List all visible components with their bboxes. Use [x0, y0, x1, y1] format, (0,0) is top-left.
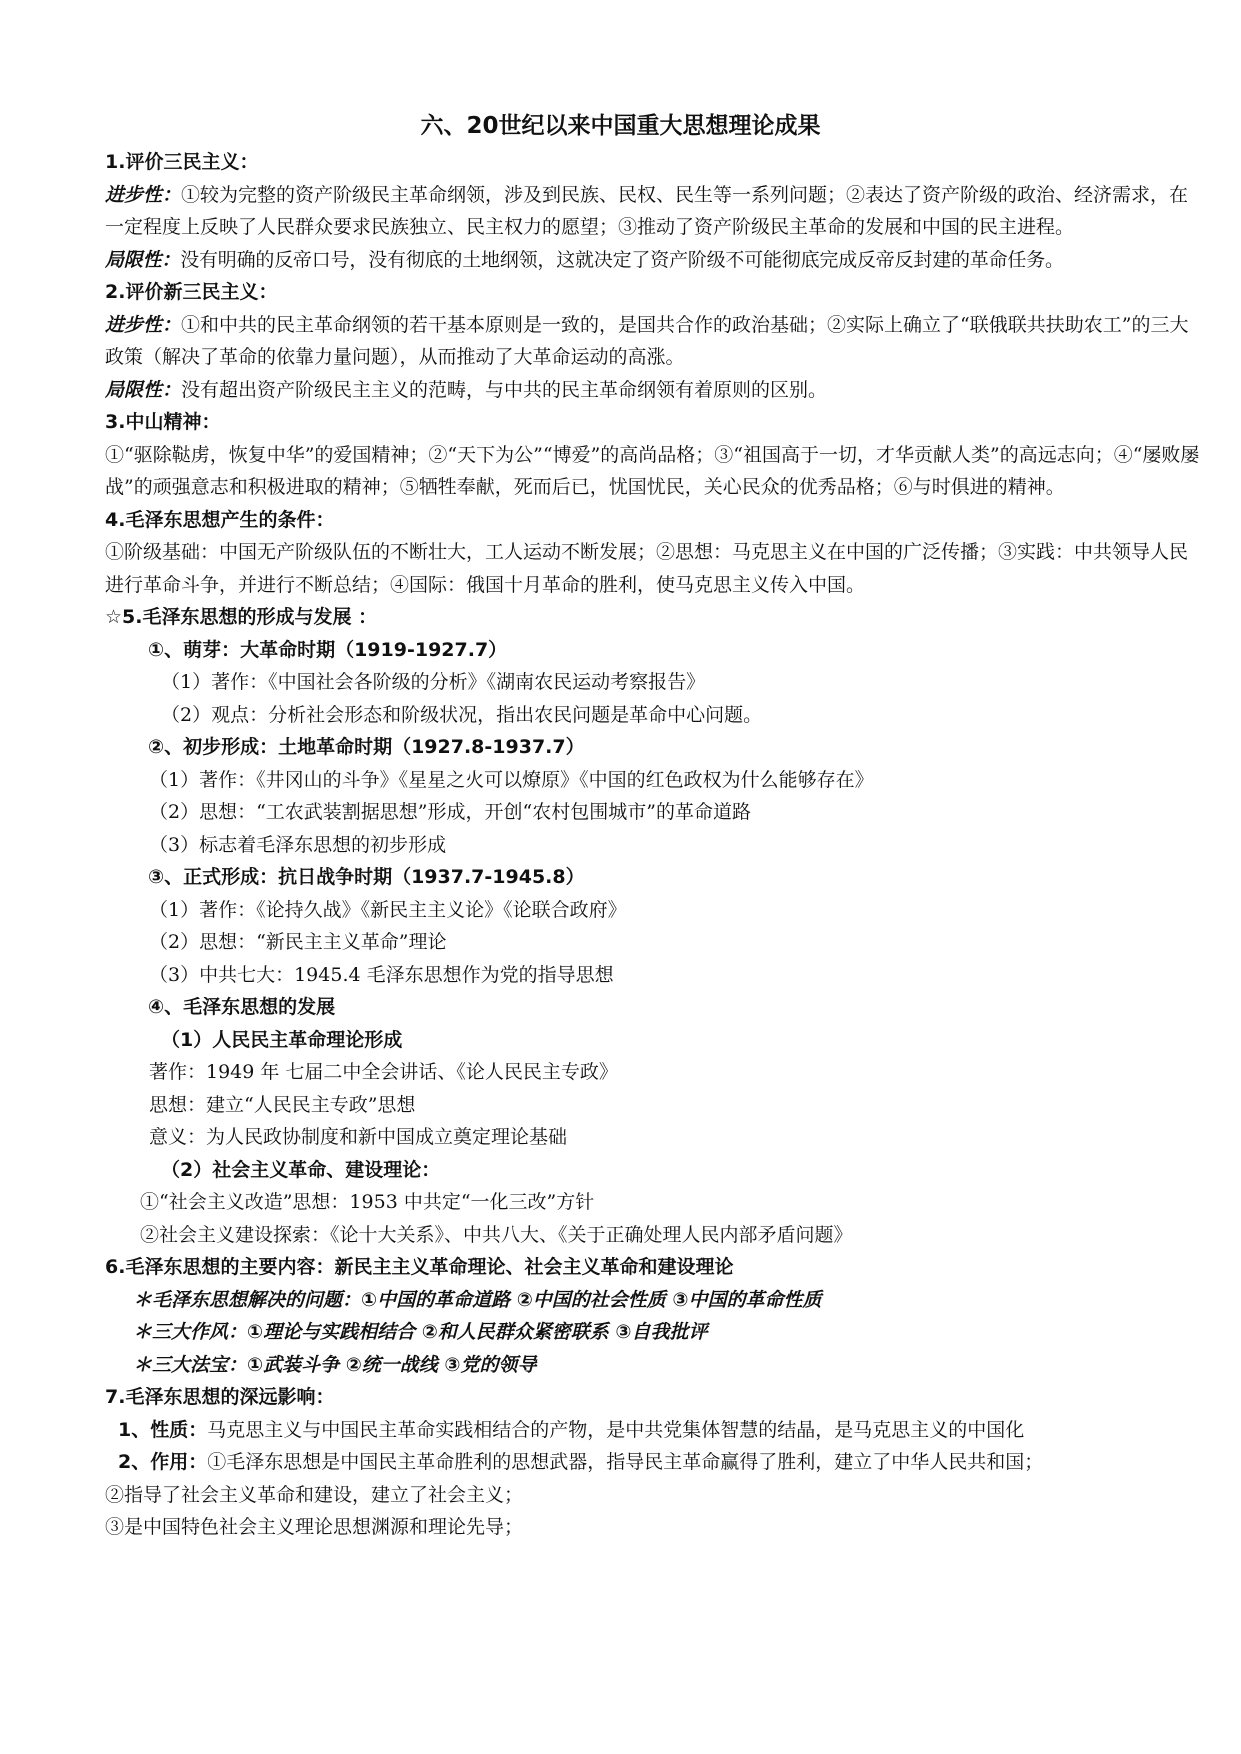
section-1-progress [105, 179, 1200, 244]
phase-2-heading: ②、初步形成：土地革命时期（1927.8-1937.7） [148, 736, 585, 758]
section-7-heading: 7.毛泽东思想的深远影响： [105, 1386, 335, 1408]
section-4-text: ①阶级基础：中国无产阶级队伍的不断壮大，工人运动不断发展；②思想：马克思主义在中国的广泛传播；③实践：中共领导人民进行革命斗争，并进行不断总结；④国际：俄国十月革命的胜利，使马克思主义传入中国。 [105, 541, 1189, 596]
phase-4-sub1-item: 思想：建立“人民民主专政”思想 [149, 1093, 416, 1116]
section-7-nature [105, 1414, 1200, 1447]
phase-3-heading: ③、正式形成：抗日战争时期（1937.7-1945.8） [148, 866, 585, 888]
phase-2-item: （3）标志着毛泽东思想的初步形成 [149, 833, 447, 856]
limitation-label: 局限性： [105, 378, 182, 401]
document-body [105, 146, 1200, 1544]
section-2-heading: 2.评价新三民主义： [105, 281, 278, 303]
phase-2-item: （2）思想：“工农武装割据思想”形成，开创“农村包围城市”的革命道路 [149, 801, 751, 823]
progress-label: 进步性： [105, 313, 182, 336]
phase-4-sub2-heading: （2）社会主义革命、建设理论： [161, 1158, 441, 1181]
section-1-heading: 1.评价三民主义： [105, 151, 259, 173]
section-6-heading: 6.毛泽东思想的主要内容：新民主主义革命理论、社会主义革命和建设理论 [105, 1256, 734, 1278]
progress-label: 进步性： [105, 183, 182, 206]
role-text: ①毛泽东思想是中国民主革命胜利的思想武器，指导民主革命赢得了胜利，建立了中华人民共和国； [207, 1451, 1044, 1473]
limitation-text: 没有明确的反帝口号，没有彻底的土地纲领，这就决定了资产阶级不可能彻底完成反帝反封建的革命任务。 [180, 248, 1064, 271]
nature-text: 马克思主义与中国民主革命实践相结合的产物，是中共党集体智慧的结晶，是马克思主义的中国化 [207, 1418, 1025, 1441]
section-7-role-item: ②指导了社会主义革命和建设，建立了社会主义； [105, 1483, 524, 1506]
section-3-text: ①“驱除鞑虏，恢复中华”的爱国精神；②“天下为公”“博爱”的高尚品格；③“祖国高于一切，才华贡献人类”的高远志向；④“屡败屡战”的顽强意志和积极进取的精神；⑤牺牲奉献，死而后已，忧国忧民，关心民众的优秀品格；⑥与时俱进的精神。 [105, 443, 1200, 498]
section-4-heading: 4.毛泽东思想产生的条件： [105, 508, 335, 531]
section-5-heading: ☆5.毛泽东思想的形成与发展 ： [105, 606, 378, 628]
phase-3-item: （2）思想：“新民主主义革命”理论 [149, 931, 447, 953]
section-7-role [105, 1446, 1200, 1479]
section-3-heading: 3.中山精神： [105, 411, 221, 433]
section-2-progress [105, 309, 1200, 374]
phase-4-sub1-item: 著作：1949 年 七届二中全会讲话、《论人民民主专政》 [149, 1061, 618, 1083]
section-6-item: ＊毛泽东思想解决的问题：①中国的革命道路 ②中国的社会性质 ③中国的革命性质 [133, 1288, 822, 1311]
phase-1-heading: ①、萌芽：大革命时期（1919-1927.7） [148, 638, 508, 661]
page-title: 六、20世纪以来中国重大思想理论成果 [420, 113, 821, 139]
phase-2-item: （1）著作：《井冈山的斗争》《星星之火可以燎原》《中国的红色政权为什么能够存在》 [149, 768, 874, 791]
progress-text: ①较为完整的资产阶级民主革命纲领，涉及到民族、民权、民生等一系列问题；②表达了资产阶级的政治、经济需求，在一定程度上反映了人民群众要求民族独立、民主权力的愿望；③推动了资产阶级民主革命的发展和中国的民主进程。 [105, 183, 1189, 238]
limitation-text: 没有超出资产阶级民主主义的范畴，与中共的民主革命纲领有着原则的区别。 [181, 378, 828, 401]
phase-4-sub2-item: ②社会主义建设探索：《论十大关系》、中共八大、《关于正确处理人民内部矛盾问题》 [140, 1223, 853, 1246]
section-1-limitation [105, 244, 1200, 277]
role-label: 2、作用： [118, 1451, 208, 1473]
phase-3-item: （3）中共七大：1945.4 毛泽东思想作为党的指导思想 [149, 963, 614, 986]
section-2-limitation [105, 374, 1200, 407]
progress-text: ①和中共的民主革命纲领的若干基本原则是一致的，是国共合作的政治基础；②实际上确立了“联俄联共扶助农工”的三大政策（解决了革命的依靠力量问题），从而推动了大革命运动的高涨。 [105, 313, 1189, 368]
section-6-item: ＊三大作风：①理论与实践相结合 ②和人民群众紧密联系 ③自我批评 [133, 1321, 708, 1343]
section-6-item: ＊三大法宝：①武装斗争 ②统一战线 ③党的领导 [133, 1353, 537, 1376]
limitation-label: 局限性： [105, 248, 181, 271]
phase-4-heading: ④、毛泽东思想的发展 [148, 996, 336, 1018]
phase-4-sub1-item: 意义：为人民政协制度和新中国成立奠定理论基础 [149, 1126, 568, 1148]
phase-1-item: （2）观点：分析社会形态和阶级状况，指出农民问题是革命中心问题。 [161, 703, 763, 726]
section-7-role-item: ③是中国特色社会主义理论思想渊源和理论先导； [105, 1516, 524, 1538]
phase-4-sub1-heading: （1）人民民主革命理论形成 [161, 1028, 403, 1051]
phase-4-sub2-item: ①“社会主义改造”思想：1953 中共定“一化三改”方针 [140, 1191, 595, 1213]
phase-1-item: （1）著作：《中国社会各阶级的分析》《湖南农民运动考察报告》 [161, 671, 706, 693]
nature-label: 1、性质： [118, 1418, 208, 1441]
phase-3-item: （1）著作：《论持久战》《新民主主义论》《论联合政府》 [149, 898, 627, 921]
